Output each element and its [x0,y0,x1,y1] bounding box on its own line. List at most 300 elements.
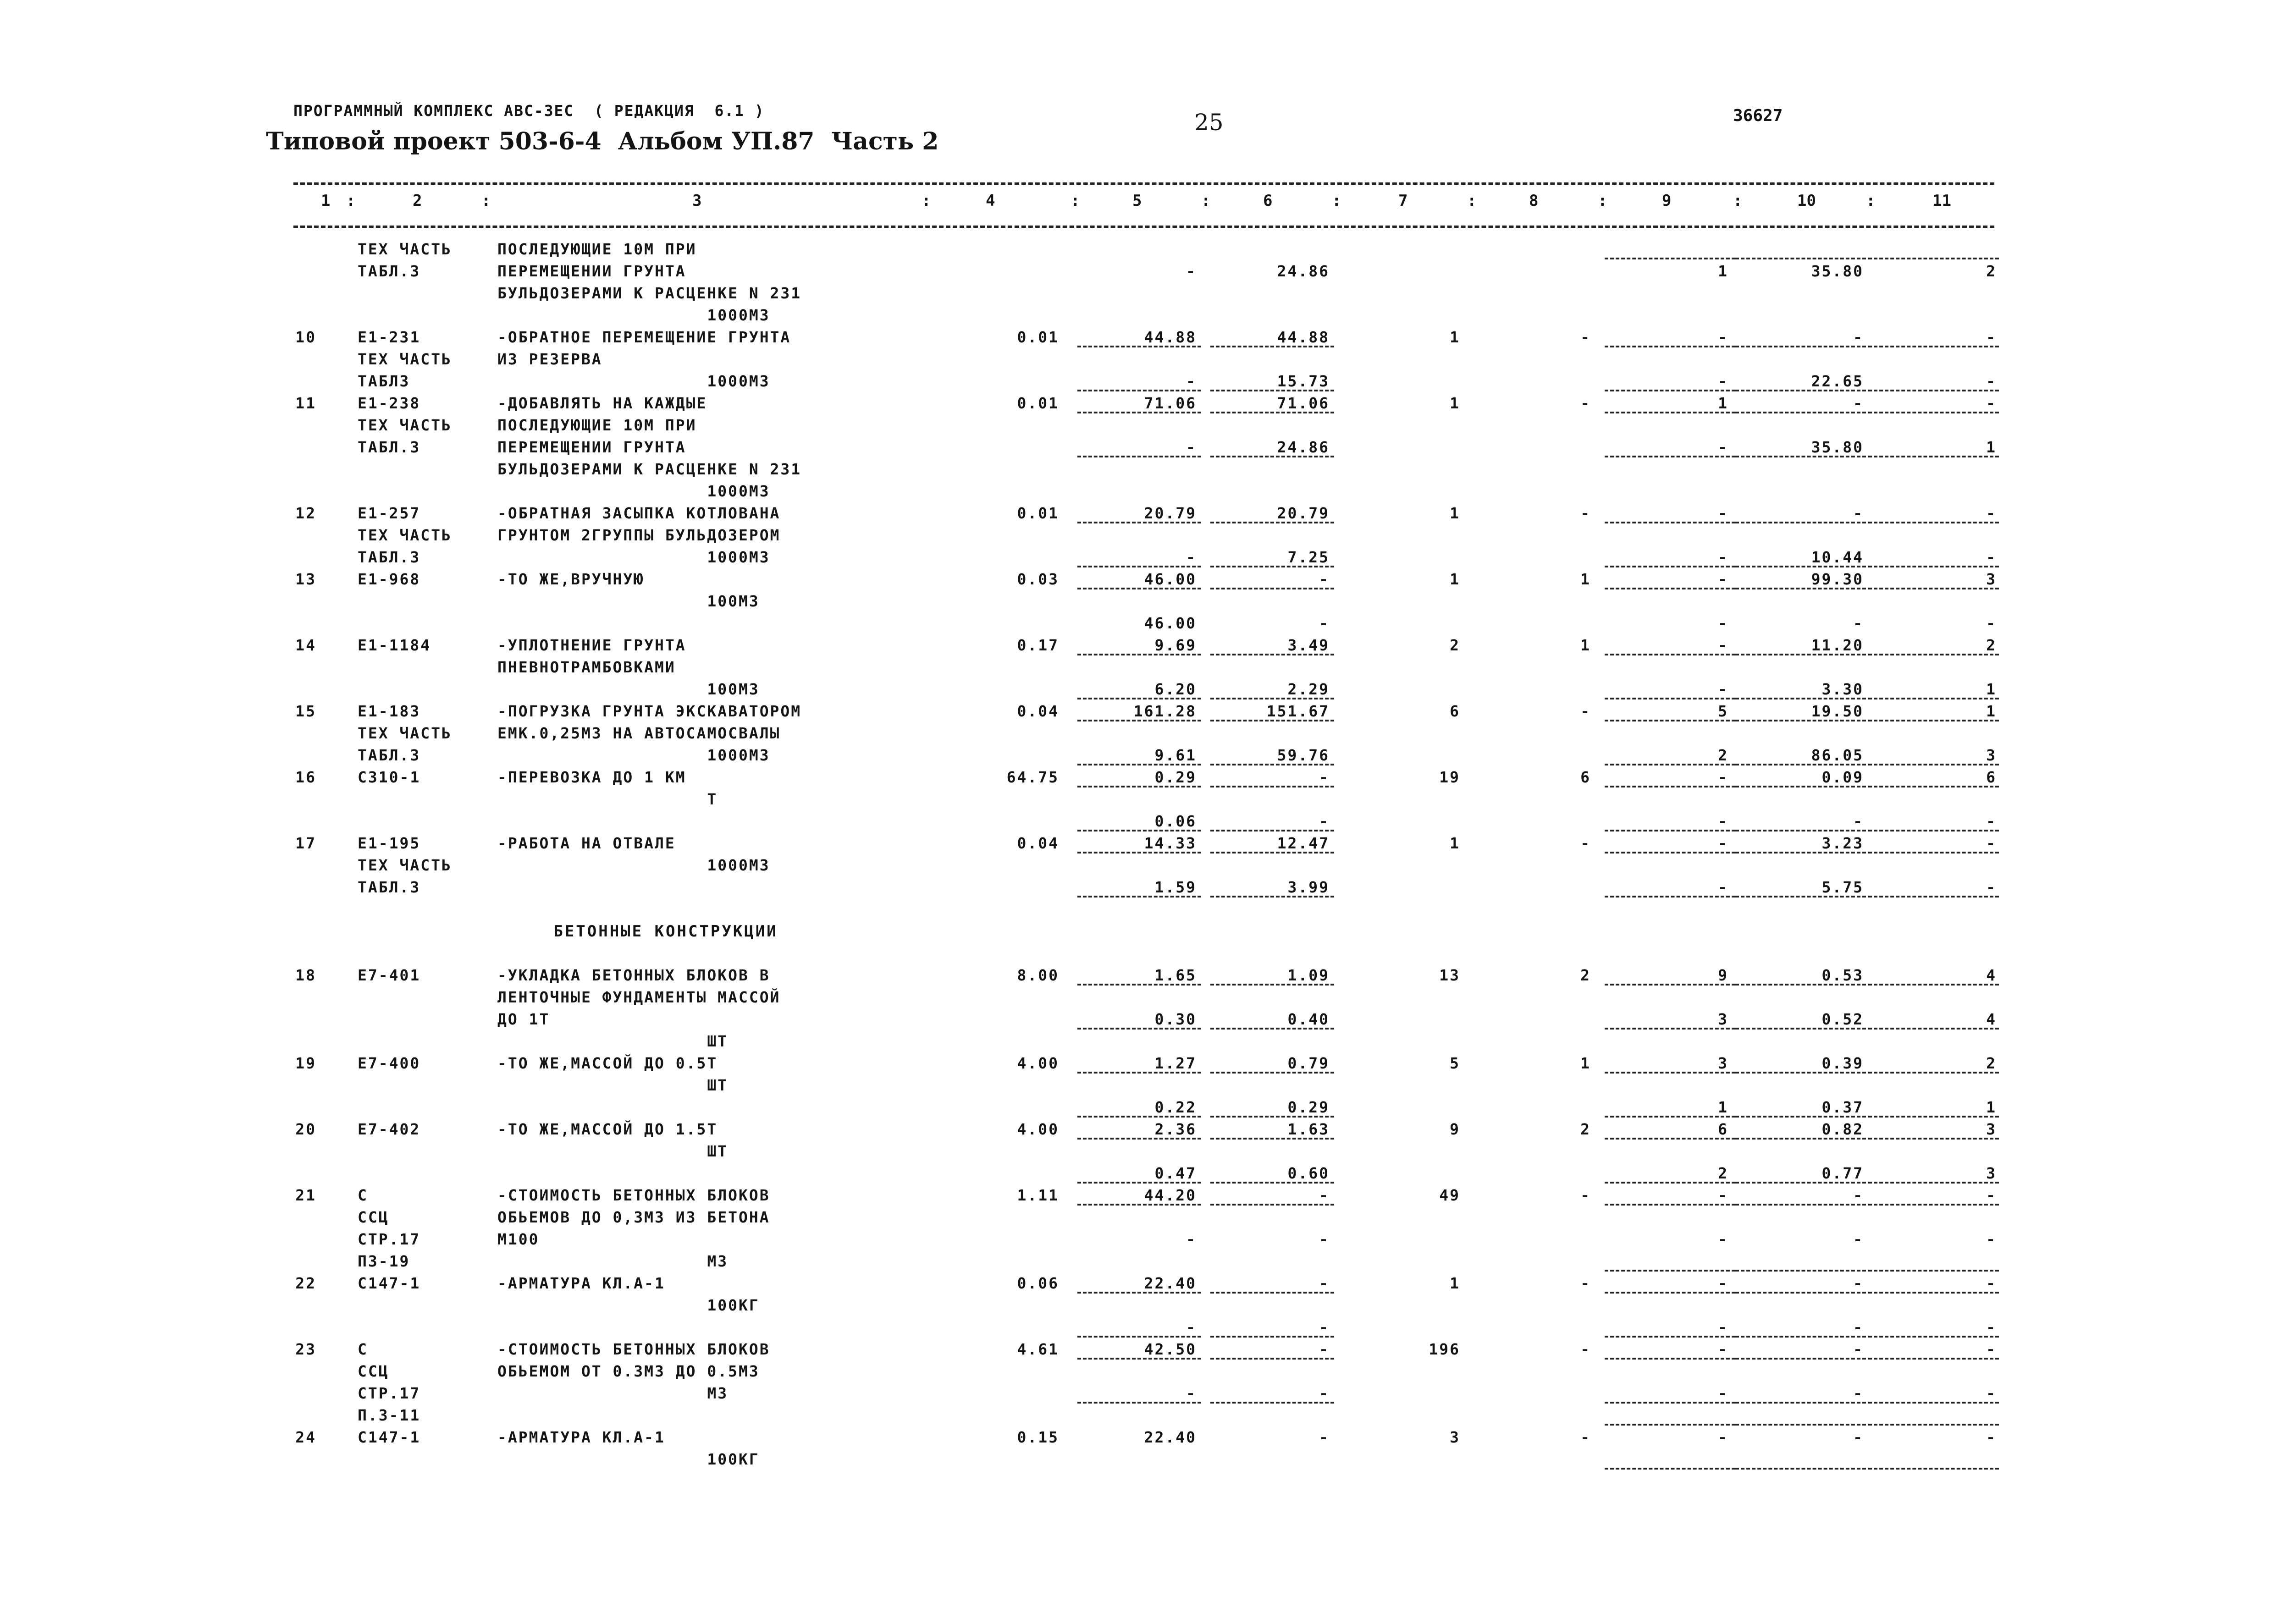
cell-separator [1605,1116,1735,1118]
cell-v11: - [1986,1428,1997,1446]
cell-v6: 1.09 [1287,966,1330,984]
cell-b: ТАБЛ.3 [358,746,421,764]
cell-v5: - [1186,1230,1197,1248]
cell-separator [1735,1358,1866,1360]
cell-v4: 4.00 [1017,1120,1059,1138]
cell-separator [1210,764,1334,765]
cell-separator [1735,1402,1866,1404]
cell-v9: - [1718,834,1728,852]
cell-v10: - [1853,394,1864,412]
cell-separator [1077,456,1201,457]
cell-c: -СТОИМОСТЬ БЕТОННЫХ БЛОКОВ [497,1340,770,1358]
cell-separator [1735,852,1866,853]
cell-v11: - [1986,328,1997,346]
cell-v11: 3 [1986,1120,1997,1138]
cell-v5: - [1186,372,1197,390]
cell-v9: - [1718,1274,1728,1292]
cell-b: ТАБЛ.3 [358,548,421,566]
cell-v6: 24.86 [1277,438,1330,456]
cell-separator [1077,764,1201,765]
cell-v11: 2 [1986,636,1997,654]
cell-separator [1868,1138,1999,1140]
program-header: ПРОГРАММНЫЙ КОМПЛЕКС АВС-3ЕС ( РЕДАКЦИЯ 6.1 ) [293,102,765,120]
cell-v7: 1 [1450,570,1460,588]
cell-v5: - [1186,1384,1197,1402]
cell-c: БУЛЬДОЗЕРАМИ К РАСЦЕНКЕ N 231 [497,284,802,302]
cell-v5: 42.50 [1144,1340,1197,1358]
cell-separator [1735,1468,1866,1470]
cell-v4: 64.75 [1006,768,1059,786]
cell-v6: 0.60 [1287,1164,1330,1182]
cell-separator [1605,1072,1735,1073]
cell-v9: - [1718,328,1728,346]
cell-separator [1210,1116,1334,1118]
cell-v5: 44.20 [1144,1186,1197,1204]
cell-c: М100 [497,1230,540,1248]
cell-v6: - [1319,1318,1330,1336]
cell-separator [1735,1028,1866,1029]
cell-a: 21 [295,1186,316,1204]
cell-separator [1077,852,1201,853]
cell-separator [1077,1358,1201,1360]
cell-separator [1605,1292,1735,1294]
cell-separator [1210,1402,1334,1404]
cell-a: 18 [295,966,316,984]
cell-b: СТР.17 [358,1230,421,1248]
cell-v6: 20.79 [1277,504,1330,522]
cell-separator [1210,830,1334,831]
cell-v8: - [1580,1428,1591,1446]
cell-c: БУЛЬДОЗЕРАМИ К РАСЦЕНКЕ N 231 [497,460,802,478]
cell-separator [1735,1138,1866,1140]
cell-v5: 22.40 [1144,1428,1197,1446]
cell-b: ТЕХ ЧАСТЬ [358,526,452,544]
cell-a: 24 [295,1428,316,1446]
cell-v5: 20.79 [1144,504,1197,522]
cell-c: 1000М3 [497,306,770,324]
cell-v5: - [1186,548,1197,566]
cell-v5: - [1186,438,1197,456]
cell-v4: 8.00 [1017,966,1059,984]
cell-separator [1735,1292,1866,1294]
cell-v8: 2 [1580,966,1591,984]
cell-v10: 0.82 [1821,1120,1864,1138]
cell-v9: - [1718,1428,1728,1446]
cell-v5: 0.22 [1154,1098,1197,1116]
cell-b: Е1-968 [358,570,421,588]
cell-v4: 0.01 [1017,328,1059,346]
column-header: 8 [1529,192,1539,210]
cell-v7: 3 [1450,1428,1460,1446]
cell-b: ТАБЛ.3 [358,262,421,280]
column-header: : [346,192,356,210]
cell-v10: - [1853,1384,1864,1402]
column-header: : [922,192,931,210]
cell-separator [1868,1072,1999,1073]
cell-separator [1605,1468,1735,1470]
cell-v4: 1.11 [1017,1186,1059,1204]
cell-separator [1077,984,1201,985]
cell-separator [1077,720,1201,721]
cell-a: 23 [295,1340,316,1358]
cell-b: ТАБЛ.3 [358,438,421,456]
cell-separator [1735,412,1866,413]
cell-v5: 0.29 [1154,768,1197,786]
cell-separator [1735,1336,1866,1338]
cell-separator [1077,1292,1201,1294]
cell-v6: - [1319,1428,1330,1446]
cell-v6: 3.49 [1287,636,1330,654]
cell-separator [1868,566,1999,567]
cell-separator [1605,1336,1735,1338]
cell-separator [1605,1204,1735,1206]
cell-separator [1868,786,1999,787]
cell-v10: - [1853,1340,1864,1358]
cell-v9: - [1718,570,1728,588]
cell-v11: 3 [1986,570,1997,588]
cell-a: 14 [295,636,316,654]
cell-v4: 0.15 [1017,1428,1059,1446]
column-header: 7 [1398,192,1408,210]
cell-v10: 35.80 [1811,262,1864,280]
cell-separator [1605,830,1735,831]
cell-separator [1868,1292,1999,1294]
cell-separator [1605,522,1735,523]
cell-v9: - [1718,812,1728,830]
cell-v6: 15.73 [1277,372,1330,390]
cell-separator [1077,566,1201,567]
cell-b: Е1-183 [358,702,421,720]
column-header: : [1598,192,1607,210]
cell-v8: - [1580,1340,1591,1358]
cell-c: -ПЕРЕВОЗКА ДО 1 КМ [497,768,686,786]
cell-v7: 1 [1450,394,1460,412]
cell-v10: - [1853,1274,1864,1292]
cell-a: 15 [295,702,316,720]
cell-separator [1735,522,1866,523]
cell-separator [1735,1270,1866,1272]
cell-c: -СТОИМОСТЬ БЕТОННЫХ БЛОКОВ [497,1186,770,1204]
cell-v11: 1 [1986,702,1997,720]
cell-v5: 9.69 [1154,636,1197,654]
cell-v11: 2 [1986,1054,1997,1072]
cell-v5: 46.00 [1144,570,1197,588]
cell-v6: 7.25 [1287,548,1330,566]
cell-separator [1210,1138,1334,1140]
cell-v9: 1 [1718,394,1728,412]
document-number: 36627 [1733,106,1783,125]
column-header: 4 [986,192,995,210]
cell-v10: 0.39 [1821,1054,1864,1072]
cell-separator [1868,1468,1999,1470]
cell-c: ЛЕНТОЧНЫЕ ФУНДАМЕНТЫ МАССОЙ [497,988,781,1006]
cell-separator [1868,1116,1999,1118]
column-header: : [1332,192,1341,210]
cell-v4: 0.04 [1017,834,1059,852]
cell-v6: - [1319,1186,1330,1204]
cell-v10: 3.23 [1821,834,1864,852]
cell-separator [1210,1358,1334,1360]
cell-v9: - [1718,878,1728,896]
cell-v6: - [1319,768,1330,786]
cell-c: 1000М3 [497,372,770,390]
cell-b: ТЕХ ЧАСТЬ [358,856,452,874]
cell-v5: 1.59 [1154,878,1197,896]
cell-v5: 161.28 [1133,702,1197,720]
cell-v11: - [1986,812,1997,830]
cell-separator [1077,346,1201,347]
cell-v11: 1 [1986,680,1997,698]
cell-a: 11 [295,394,316,412]
cell-separator [1077,390,1201,391]
cell-c: -РАБОТА НА ОТВАЛЕ [497,834,676,852]
cell-separator [1210,1336,1334,1338]
cell-v9: - [1718,548,1728,566]
cell-v7: 1 [1450,328,1460,346]
cell-c: -ОБРАТНАЯ ЗАСЫПКА КОТЛОВАНА [497,504,781,522]
cell-separator [1077,1116,1201,1118]
cell-c: М3 [497,1384,729,1402]
cell-separator [1077,786,1201,787]
cell-v10: 22.65 [1811,372,1864,390]
cell-c: ОБЬЕМОВ ДО 0,3М3 ИЗ БЕТОНА [497,1208,770,1226]
cell-v7: 1 [1450,1274,1460,1292]
cell-v8: - [1580,394,1591,412]
cell-v9: 2 [1718,1164,1728,1182]
cell-separator [1868,654,1999,655]
cell-v11: 3 [1986,746,1997,764]
cell-v11: - [1986,548,1997,566]
cell-v10: 0.52 [1821,1010,1864,1028]
cell-c: -АРМАТУРА КЛ.А-1 [497,1274,665,1292]
cell-separator [1868,412,1999,413]
cell-v4: 0.01 [1017,504,1059,522]
cell-a: 16 [295,768,316,786]
cell-v5: 46.00 [1144,614,1197,632]
cell-separator [1735,346,1866,347]
cell-c: -ПОГРУЗКА ГРУНТА ЭКСКАВАТОРОМ [497,702,802,720]
cell-v6: - [1319,1274,1330,1292]
cell-separator [1077,1204,1201,1206]
cell-v9: - [1718,1318,1728,1336]
cell-v10: 3.30 [1821,680,1864,698]
cell-separator [1735,1204,1866,1206]
cell-v6: - [1319,812,1330,830]
cell-c: -УПЛОТНЕНИЕ ГРУНТА [497,636,686,654]
cell-v9: - [1718,636,1728,654]
cell-v9: - [1718,438,1728,456]
cell-v9: 6 [1718,1120,1728,1138]
cell-separator [1735,588,1866,589]
cell-v5: 6.20 [1154,680,1197,698]
cell-v10: 5.75 [1821,878,1864,896]
cell-separator [1605,1424,1735,1426]
cell-v10: - [1853,614,1864,632]
cell-b: Е1-231 [358,328,421,346]
cell-v5: 1.27 [1154,1054,1197,1072]
cell-v6: 24.86 [1277,262,1330,280]
cell-a: 13 [295,570,316,588]
cell-v11: 6 [1986,768,1997,786]
cell-c: ПЕРЕМЕЩЕНИИ ГРУНТА [497,262,686,280]
cell-separator [1735,830,1866,831]
cell-c: ШТ [497,1032,729,1050]
column-header: : [1866,192,1876,210]
cell-v6: 12.47 [1277,834,1330,852]
cell-v9: - [1718,504,1728,522]
cell-c: 100КГ [497,1296,760,1314]
cell-v9: - [1718,680,1728,698]
cell-separator [1868,1358,1999,1360]
cell-b: Е7-400 [358,1054,421,1072]
cell-separator [1605,1182,1735,1184]
column-header: : [1733,192,1743,210]
cell-v11: 1 [1986,438,1997,456]
cell-separator [1210,1028,1334,1029]
cell-v11: 4 [1986,1010,1997,1028]
cell-b: Е1-195 [358,834,421,852]
cell-v10: 0.09 [1821,768,1864,786]
cell-v6: 71.06 [1277,394,1330,412]
cell-b: ССЦ [358,1362,389,1380]
cell-b: ТАБЛ.3 [358,878,421,896]
cell-separator [1605,1270,1735,1272]
cell-v5: - [1186,262,1197,280]
cell-v5: - [1186,1318,1197,1336]
cell-v9: - [1718,1186,1728,1204]
cell-separator [1605,984,1735,985]
cell-separator [1735,720,1866,721]
cell-v5: 14.33 [1144,834,1197,852]
cell-separator [1210,1182,1334,1184]
cell-separator [1868,1336,1999,1338]
cell-separator [1077,698,1201,699]
cell-separator [1735,764,1866,765]
cell-v4: 0.06 [1017,1274,1059,1292]
cell-v11: - [1986,372,1997,390]
column-header: : [1201,192,1211,210]
cell-separator [1210,1292,1334,1294]
cell-c: ОБЬЕМОМ ОТ 0.3М3 ДО 0.5М3 [497,1362,760,1380]
cell-v11: - [1986,394,1997,412]
cell-a: 10 [295,328,316,346]
cell-v8: - [1580,504,1591,522]
cell-v10: 10.44 [1811,548,1864,566]
cell-v9: 3 [1718,1054,1728,1072]
cell-v7: 5 [1450,1054,1460,1072]
cell-v11: - [1986,1384,1997,1402]
column-header: : [1071,192,1080,210]
cell-c: -ОБРАТНОЕ ПЕРЕМЕЩЕНИЕ ГРУНТА [497,328,791,346]
cell-c: ГРУНТОМ 2ГРУППЫ БУЛЬДОЗЕРОМ [497,526,781,544]
cell-separator [1210,390,1334,391]
cell-c: -ТО ЖЕ,МАССОЙ ДО 1.5Т [497,1120,718,1138]
cell-separator [1077,1402,1201,1404]
cell-c: М3 [497,1252,729,1270]
cell-separator [1605,1028,1735,1029]
cell-v8: - [1580,328,1591,346]
cell-v6: - [1319,614,1330,632]
cell-v10: - [1853,812,1864,830]
cell-v10: 0.37 [1821,1098,1864,1116]
cell-v8: - [1580,702,1591,720]
cell-a: 20 [295,1120,316,1138]
cell-separator [1210,566,1334,567]
cell-c: 1000М3 [497,856,770,874]
cell-separator [1210,698,1334,699]
cell-separator [1868,522,1999,523]
cell-v5: 2.36 [1154,1120,1197,1138]
cell-v11: - [1986,1274,1997,1292]
cell-separator [1735,786,1866,787]
cell-v5: 44.88 [1144,328,1197,346]
cell-separator [1077,1028,1201,1029]
cell-separator [1735,1116,1866,1118]
cell-c: -УКЛАДКА БЕТОННЫХ БЛОКОВ В [497,966,770,984]
cell-v8: - [1580,834,1591,852]
cell-separator [1077,1072,1201,1073]
cell-separator [1077,412,1201,413]
cell-separator [1735,698,1866,699]
cell-c: ПОСЛЕДУЮЩИЕ 10М ПРИ [497,240,697,258]
cell-separator [1210,588,1334,589]
cell-v6: 3.99 [1287,878,1330,896]
cell-v6: - [1319,1340,1330,1358]
cell-v9: 1 [1718,1098,1728,1116]
cell-v4: 0.03 [1017,570,1059,588]
cell-c: -ДОБАВЛЯТЬ НА КАЖДЫЕ [497,394,707,412]
cell-separator [1735,984,1866,985]
cell-c: 100М3 [497,592,760,610]
cell-v9: - [1718,768,1728,786]
cell-b: С310-1 [358,768,421,786]
cell-v6: 151.67 [1266,702,1330,720]
cell-v9: 2 [1718,746,1728,764]
cell-separator [1735,896,1866,897]
cell-b: С147-1 [358,1428,421,1446]
cell-v6: - [1319,1384,1330,1402]
cell-separator [1605,588,1735,589]
cell-v8: 6 [1580,768,1591,786]
cell-v8: - [1580,1186,1591,1204]
cell-v8: 2 [1580,1120,1591,1138]
cell-separator [1868,830,1999,831]
cell-separator [1077,522,1201,523]
cell-separator [1735,1424,1866,1426]
cell-separator [1605,346,1735,347]
cell-separator [1868,764,1999,765]
cell-v6: 0.79 [1287,1054,1330,1072]
cell-c: ДО 1Т [497,1010,550,1028]
cell-a: 12 [295,504,316,522]
cell-v5: 22.40 [1144,1274,1197,1292]
cell-c: ЕМК.0,25М3 НА АВТОСАМОСВАЛЫ [497,724,781,742]
column-header: 3 [692,192,702,210]
cell-v9: - [1718,1230,1728,1248]
cell-v10: - [1853,1428,1864,1446]
cell-v10: 0.53 [1821,966,1864,984]
cell-separator [1605,1358,1735,1360]
cell-separator [1735,1072,1866,1073]
cell-separator [1605,1138,1735,1140]
cell-separator [1735,1182,1866,1184]
page-number: 25 [1194,109,1224,136]
cell-b: ТАБЛ3 [358,372,410,390]
cell-separator [1210,522,1334,523]
cell-separator [1210,1204,1334,1206]
cell-separator [1735,390,1866,391]
cell-v6: 1.63 [1287,1120,1330,1138]
